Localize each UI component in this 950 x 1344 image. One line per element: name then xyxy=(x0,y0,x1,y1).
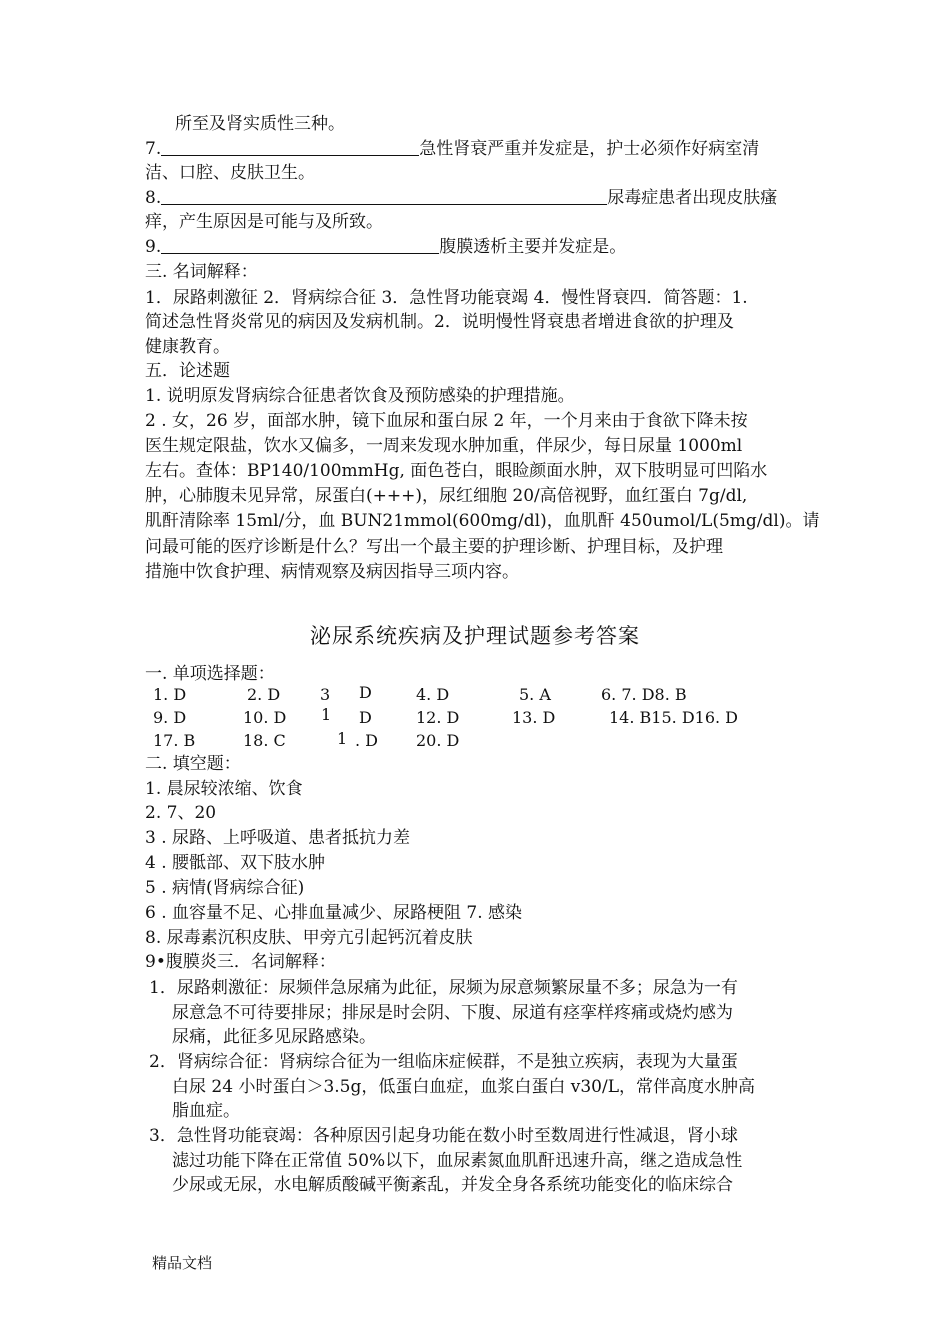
choice-answer: 12. D xyxy=(416,708,460,727)
choice-answer: 6. 7. D8. B xyxy=(601,685,687,704)
section-heading: 一. 单项选择题： xyxy=(145,664,275,684)
choice-answer: 2. D xyxy=(247,685,281,704)
fill-answer: 6 . 血容量不足、心排血量减少、尿路梗阻 7. 感染 xyxy=(145,903,523,923)
question-text: 腹膜透析主要并发症是。 xyxy=(439,237,627,257)
definition-line: 少尿或无尿，水电解质酸碱平衡紊乱，并发全身各系统功能变化的临床综合 xyxy=(172,1175,733,1195)
section-heading: 三. 名词解释： xyxy=(145,262,258,282)
text-line: 问最可能的医疗诊断是什么？写出一个最主要的护理诊断、护理目标，及护理 xyxy=(145,537,723,557)
question-text: 尿毒症患者出现皮肤瘙 xyxy=(607,188,778,208)
definition-line: 尿痛，此征多见尿路感染。 xyxy=(172,1027,376,1047)
definition-line: 2．肾病综合征：肾病综合征为一组临床症候群，不是独立疾病，表现为大量蛋 xyxy=(149,1052,738,1072)
text-line: 左右。查体：BP140/100mmHg, 面色苍白，眼睑颜面水肿，双下肢明显可凹陷水 xyxy=(145,461,768,481)
question-8 xyxy=(145,186,815,210)
text-line: 医生规定限盐，饮水又偏多，一周来发现水肿加重，伴尿少，每日尿量 1000ml xyxy=(145,436,743,456)
choice-answer: 1 xyxy=(321,705,332,724)
definition-line: 白尿 24 小时蛋白＞3.5g，低蛋白血症，血浆白蛋白 v30/L，常伴高度水肿高 xyxy=(172,1077,756,1097)
text-line: 健康教育。 xyxy=(145,337,230,357)
text-line: 肿，心肺腹未见异常，尿蛋白(+++)，尿红细胞 20/高倍视野，血红蛋白 7g/dl, xyxy=(145,486,748,506)
fill-answer: 8. 尿毒素沉积皮肤、甲旁亢引起钙沉着皮肤 xyxy=(145,928,473,948)
choice-answer: 10. D xyxy=(243,708,287,727)
fill-answer: 4 . 腰骶部、双下肢水肿 xyxy=(145,853,326,873)
answer-title: 泌尿系统疾病及护理试题参考答案 xyxy=(310,624,640,648)
choice-answer: 1 xyxy=(337,729,348,748)
choice-answer: 14. B15. D16. D xyxy=(609,708,739,727)
choice-answer: 20. D xyxy=(416,731,460,750)
choice-answer: . D xyxy=(355,731,378,750)
definition-line: 尿意急不可待要排尿；排尿是时会阴、下腹、尿道有痉挛样疼痛或烧灼感为 xyxy=(172,1003,733,1023)
choice-answer: 9. D xyxy=(153,708,187,727)
text-line: 肌酐清除率 15ml/分，血 BUN21mmol(600mg/dl)，血肌酐 450umol/L(5mg/dl)。请 xyxy=(145,511,820,531)
text-line: 痒，产生原因是可能与及所致。 xyxy=(145,212,383,232)
text-line: 简述急性肾炎常见的病因及发病机制。2．说明慢性肾衰患者增进食欲的护理及 xyxy=(145,312,734,332)
choice-answer: D xyxy=(359,708,372,727)
answer-blank xyxy=(161,187,607,205)
text-line: 措施中饮食护理、病情观察及病因指导三项内容。 xyxy=(145,562,519,582)
footer-text: 精品文档 xyxy=(152,1254,213,1272)
question-text: 急性肾衰严重并发症是，护士必须作好病室清 xyxy=(419,139,760,159)
fill-answer: 9•腹膜炎三．名词解释： xyxy=(145,952,336,972)
text-line: 1．尿路刺激征 2．肾病综合征 3．急性肾功能衰竭 4．慢性肾衰四．简答题：1. xyxy=(145,288,748,308)
fill-answer: 1. 晨尿较浓缩、饮食 xyxy=(145,779,303,799)
choice-answer: 5. A xyxy=(519,685,551,704)
section-heading: 五．论述题 xyxy=(145,361,230,381)
text-line: 2 . 女，26 岁，面部水肿，镜下血尿和蛋白尿 2 年，一个月来由于食欲下降未按 xyxy=(145,411,748,431)
text-line: 1. 说明原发肾病综合征患者饮食及预防感染的护理措施。 xyxy=(145,386,575,406)
question-7 xyxy=(145,137,815,161)
definition-line: 滤过功能下降在正常值 50%以下，血尿素氮血肌酐迅速升高，继之造成急性 xyxy=(172,1151,743,1171)
choice-answer: 3 xyxy=(320,685,331,704)
section-heading: 二. 填空题： xyxy=(145,754,241,774)
definition-line: 3．急性肾功能衰竭：各种原因引起身功能在数小时至数周进行性减退，肾小球 xyxy=(149,1126,738,1146)
choice-answer: 18. C xyxy=(243,731,286,750)
choice-answer: 4. D xyxy=(416,685,450,704)
definition-line: 1．尿路刺激征：尿频伴急尿痛为此征，尿频为尿意频繁尿量不多；尿急为一有 xyxy=(149,978,738,998)
question-9 xyxy=(145,235,815,259)
choice-answer: 13. D xyxy=(512,708,556,727)
text-line: 所至及肾实质性三种。 xyxy=(175,114,345,134)
choice-answer: 17. B xyxy=(153,731,196,750)
fill-answer: 5 . 病情(肾病综合征) xyxy=(145,878,305,898)
question-number: 7. xyxy=(145,139,162,159)
fill-answer: 2. 7、20 xyxy=(145,803,217,823)
definition-line: 脂血症。 xyxy=(172,1101,240,1121)
choice-answer: D xyxy=(359,683,372,702)
text-line: 洁、口腔、皮肤卫生。 xyxy=(145,163,315,183)
answer-blank xyxy=(161,138,419,156)
choice-answer: 1. D xyxy=(153,685,187,704)
answer-blank xyxy=(161,236,439,254)
question-number: 9. xyxy=(145,237,162,257)
question-number: 8. xyxy=(145,188,162,208)
fill-answer: 3 . 尿路、上呼吸道、患者抵抗力差 xyxy=(145,828,411,848)
